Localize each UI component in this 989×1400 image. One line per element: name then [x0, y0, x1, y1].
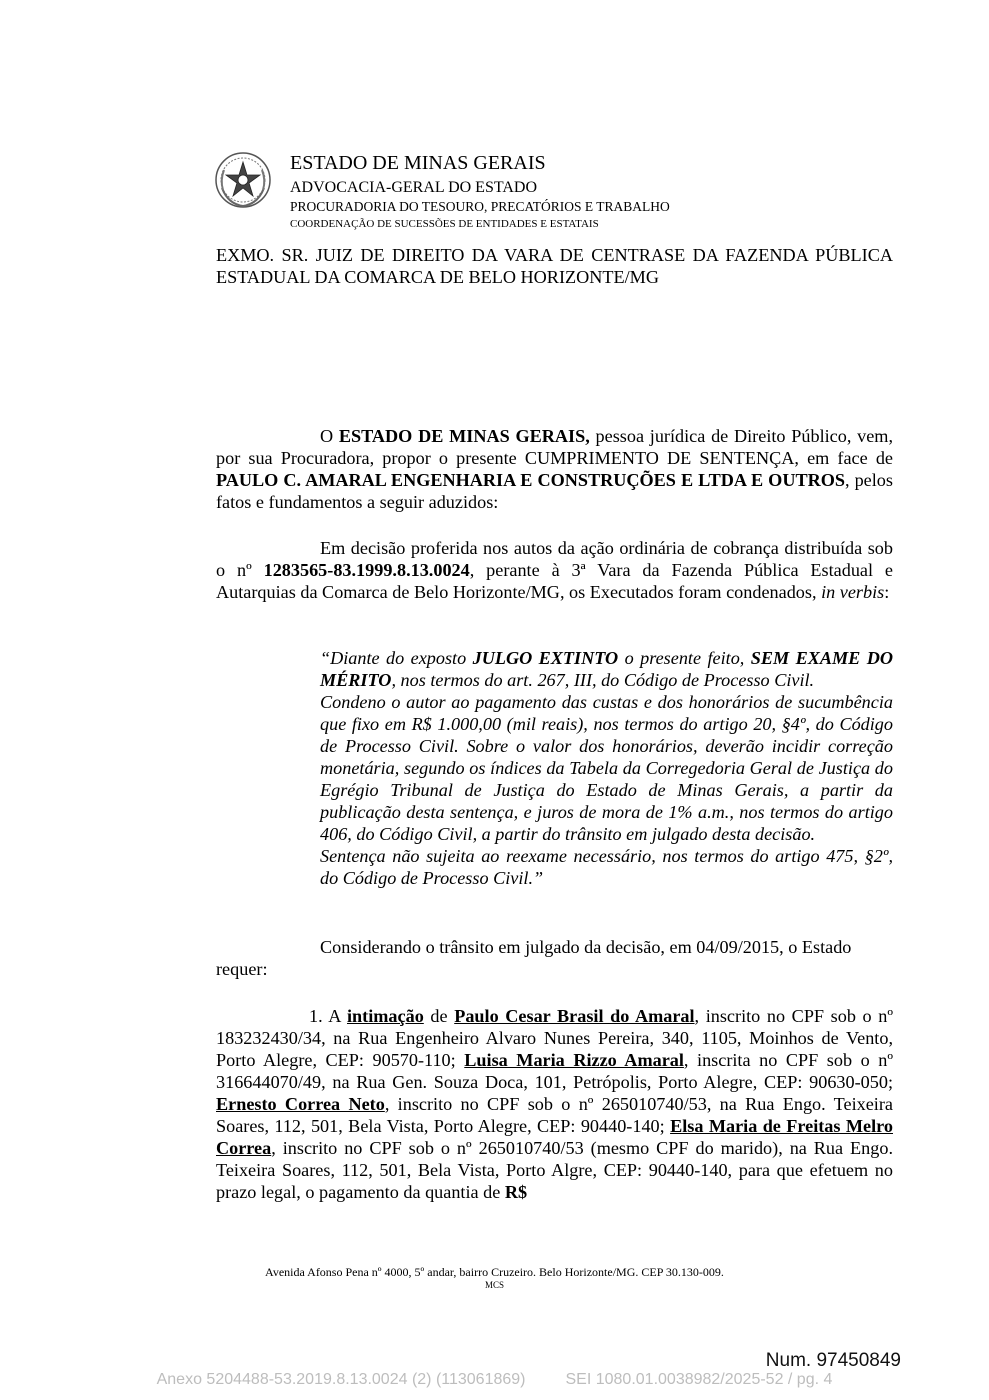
person-name: Ernesto Correa Neto — [216, 1094, 385, 1114]
person-name: Luisa Maria Rizzo Amaral — [464, 1050, 684, 1070]
text-segment: de — [423, 1006, 455, 1026]
quoted-sentence — [320, 647, 893, 889]
request-item-1 — [216, 1005, 893, 1203]
quote-sentence-1 — [320, 647, 893, 691]
quote-emphasis: SEM EXAME DO MÉRITO — [320, 648, 893, 690]
sei-id: SEI 1080.01.0038982/2025-52 / pg. 4 — [565, 1371, 833, 1388]
header-state: ESTADO DE MINAS GERAIS — [290, 152, 546, 174]
header-department: PROCURADORIA DO TESOURO, PRECATÓRIOS E TRABALHO — [290, 199, 670, 214]
opening-paragraph — [216, 425, 893, 513]
footer-initials: MCS — [484, 1280, 504, 1290]
text-segment: o presente feito, — [618, 648, 751, 668]
state-seal-icon — [214, 150, 272, 210]
quote-emphasis: JULGO EXTINTO — [472, 648, 619, 668]
text-segment: , inscrito no CPF sob o nº 265010740/53, na Rua Engo. Teixeira Soares, 112, 501, Bela Vista, Porto Alegre, CEP: 90440-140; — [216, 1094, 893, 1136]
currency-symbol: R$ — [504, 1182, 528, 1202]
text-segment: pessoa jurídica de Direito Público, vem, por sua Procuradora, propor o presente CUMPRIMENTO DE SENTENÇA, em face de — [216, 426, 894, 468]
person-name: Paulo Cesar Brasil do Amaral — [454, 1006, 695, 1026]
header-agency: ADVOCACIA-GERAL DO ESTADO — [290, 179, 537, 196]
text-segment: , perante à 3ª Vara da Fazenda Pública Estadual e Autarquias da Comarca de Belo Horizonte/MG, os Executados foram condenados, — [216, 560, 893, 602]
quote-sentence-2: Condeno o autor ao pagamento das custas e dos honorários de sucumbência que fixo em R$ 1.000,00 (mil reais), nos termos do artigo 20, §4º, do Código de Processo Civil. Sobre o valor dos honorários, deverão incidir correção monetária, segundo os índices da Tabela da Corregedoria Geral de Justiça do Egrégio Tribunal de Justiça do Estado de Minas Gerais, a partir da publicação desta sentença, e juros de mora de 1% a.m., nos termos do artigo 406, do Código Civil, a partir do trânsito em julgado desta decisão. — [320, 692, 893, 844]
text-segment: , nos termos do art. 267, III, do Código de Processo Civil. — [391, 670, 815, 690]
text-segment: O — [320, 426, 339, 446]
footer-address: Avenida Afonso Pena nº 4000, 5º andar, bairro Cruzeiro. Belo Horizonte/MG. CEP 30.130-009. — [265, 1265, 724, 1279]
request-word: requer: — [216, 959, 268, 979]
annex-stamp — [0, 1371, 989, 1389]
document-number: Num. 97450849 — [765, 1350, 901, 1371]
item-number: 1. — [309, 1006, 323, 1026]
text-segment: A — [322, 1006, 347, 1026]
addressee: EXMO. SR. JUIZ DE DIREITO DA VARA DE CENTRASE DA FAZENDA PÚBLICA ESTADUAL DA COMARCA DE BELO HORIZONTE/MG — [216, 245, 893, 287]
text-segment: : — [884, 582, 890, 602]
header-coordination: COORDENAÇÃO DE SUCESSÕES DE ENTIDADES E ESTATAIS — [290, 218, 599, 230]
request-intro: Considerando o trânsito em julgado da decisão, em 04/09/2015, o Estado — [320, 937, 852, 957]
text-segment: “Diante do exposto — [320, 648, 473, 668]
quote-sentence-3: Sentença não sujeita ao reexame necessário, nos termos do artigo 475, §2º, do Código de Processo Civil.” — [320, 846, 893, 888]
defendants-name: PAULO C. AMARAL ENGENHARIA E CONSTRUÇÕES E LTDA E OUTROS — [216, 470, 845, 490]
person-name: Elsa Maria de Freitas Melro Correa — [216, 1116, 893, 1158]
case-number: 1283565-83.1999.8.13.0024 — [263, 560, 470, 580]
decision-paragraph — [216, 537, 893, 603]
intimation-term: intimação — [347, 1006, 424, 1026]
text-segment: , pelos fatos e fundamentos a seguir aduzidos: — [216, 470, 893, 512]
text-segment: , inscrito no CPF sob o nº 183232430/34, na Rua Engenheiro Alvaro Nunes Pereira, 340, 1105, Moinhos de Vento, Porto Alegre, CEP: 90570-110; — [216, 1006, 893, 1070]
party-name: ESTADO DE MINAS GERAIS, — [338, 426, 590, 446]
text-segment: , inscrita no CPF sob o nº 316644070/49, na Rua Gen. Souza Doca, 101, Petrópolis, Porto Alegre, CEP: 90630-050; — [216, 1050, 893, 1092]
text-segment: Em decisão proferida nos autos da ação ordinária de cobrança distribuída sob o nº — [216, 538, 893, 580]
annex-id: Anexo 5204488-53.2019.8.13.0024 (2) (113061869) — [156, 1371, 526, 1388]
latin-term: in verbis — [821, 582, 885, 602]
page-footer — [0, 1265, 989, 1291]
text-segment: , inscrito no CPF sob o nº 265010740/53 (mesmo CPF do marido), na Rua Engo. Teixeira Soares, 112, 501, Bela Vista, Porto Algre, CEP: 90440-140, para que efetuem no prazo legal, o pagamento da quantia de — [216, 1138, 893, 1202]
